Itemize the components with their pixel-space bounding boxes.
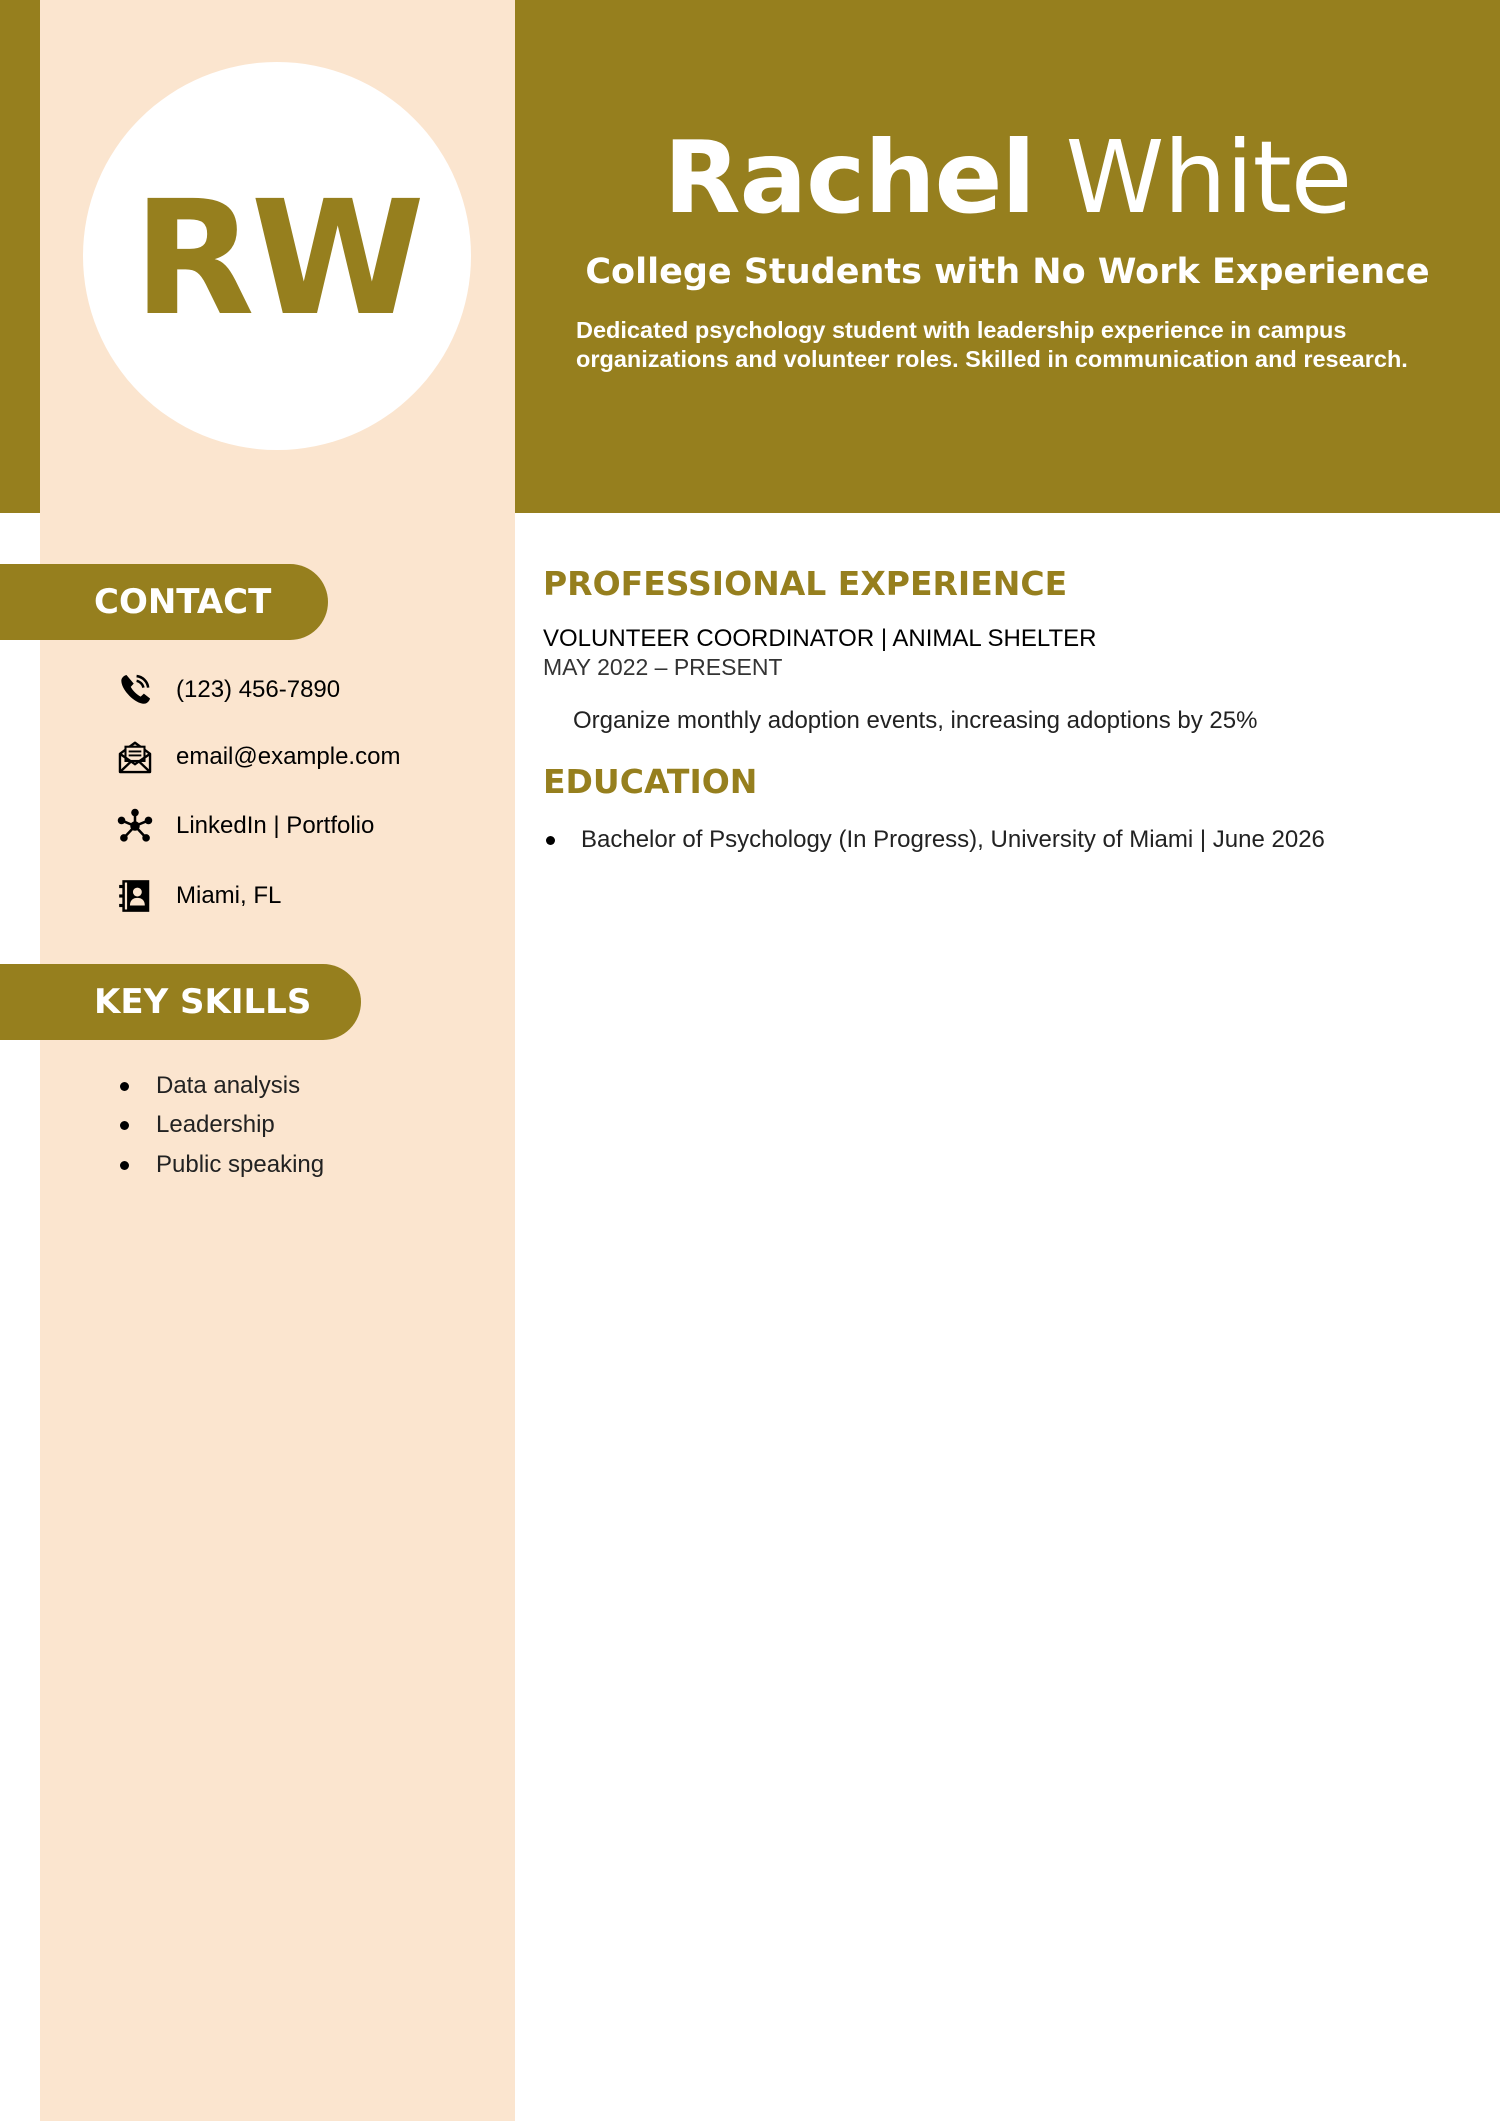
bullet-icon <box>120 1161 129 1170</box>
summary-text: Dedicated psychology student with leadership experience in campus organizations and volunteer roles. Skilled in communication and research. <box>576 317 1408 372</box>
first-name: Rachel <box>663 119 1035 236</box>
contact-email <box>116 737 400 777</box>
skill-item-text: Leadership <box>156 1111 275 1138</box>
contact-heading <box>0 564 328 640</box>
key-skills-heading-label: KEY SKILLS <box>94 982 312 1022</box>
skill-item <box>120 1111 275 1139</box>
monogram: RW <box>133 167 421 351</box>
resume-subtitle: College Students with No Work Experience <box>585 252 1430 292</box>
network-icon <box>116 807 154 845</box>
experience-heading: PROFESSIONAL EXPERIENCE <box>543 564 1068 603</box>
full-name <box>515 118 1500 238</box>
contact-links <box>116 806 374 846</box>
job-achievement: Organize monthly adoption events, increasing adoptions by 25% <box>573 707 1258 734</box>
bullet-icon <box>120 1082 129 1091</box>
skill-item <box>120 1072 300 1100</box>
address-book-icon <box>116 877 154 915</box>
contact-phone <box>116 670 340 710</box>
skill-item <box>120 1151 324 1179</box>
bullet-icon <box>120 1121 129 1130</box>
education-item-text: Bachelor of Psychology (In Progress), University of Miami | June 2026 <box>581 826 1325 853</box>
phone-icon <box>116 671 154 709</box>
skill-item-text: Public speaking <box>156 1151 325 1178</box>
contact-location <box>116 876 281 916</box>
skill-item-text: Data analysis <box>156 1072 301 1099</box>
contact-heading-label: CONTACT <box>94 582 272 622</box>
envelope-icon <box>116 738 154 776</box>
left-accent-strip <box>0 0 40 513</box>
contact-phone-text: (123) 456-7890 <box>176 676 341 703</box>
contact-location-text: Miami, FL <box>176 882 282 909</box>
contact-links-text: LinkedIn | Portfolio <box>176 812 375 839</box>
contact-email-text: email@example.com <box>176 743 401 770</box>
monogram-circle <box>83 62 471 450</box>
job-dates: MAY 2022 – PRESENT <box>543 654 783 680</box>
education-heading: EDUCATION <box>543 762 758 801</box>
education-item <box>546 826 1325 854</box>
last-name: White <box>1065 119 1352 236</box>
job-title: VOLUNTEER COORDINATOR | ANIMAL SHELTER <box>543 625 1097 652</box>
key-skills-heading <box>0 964 361 1040</box>
bullet-icon <box>546 836 555 845</box>
